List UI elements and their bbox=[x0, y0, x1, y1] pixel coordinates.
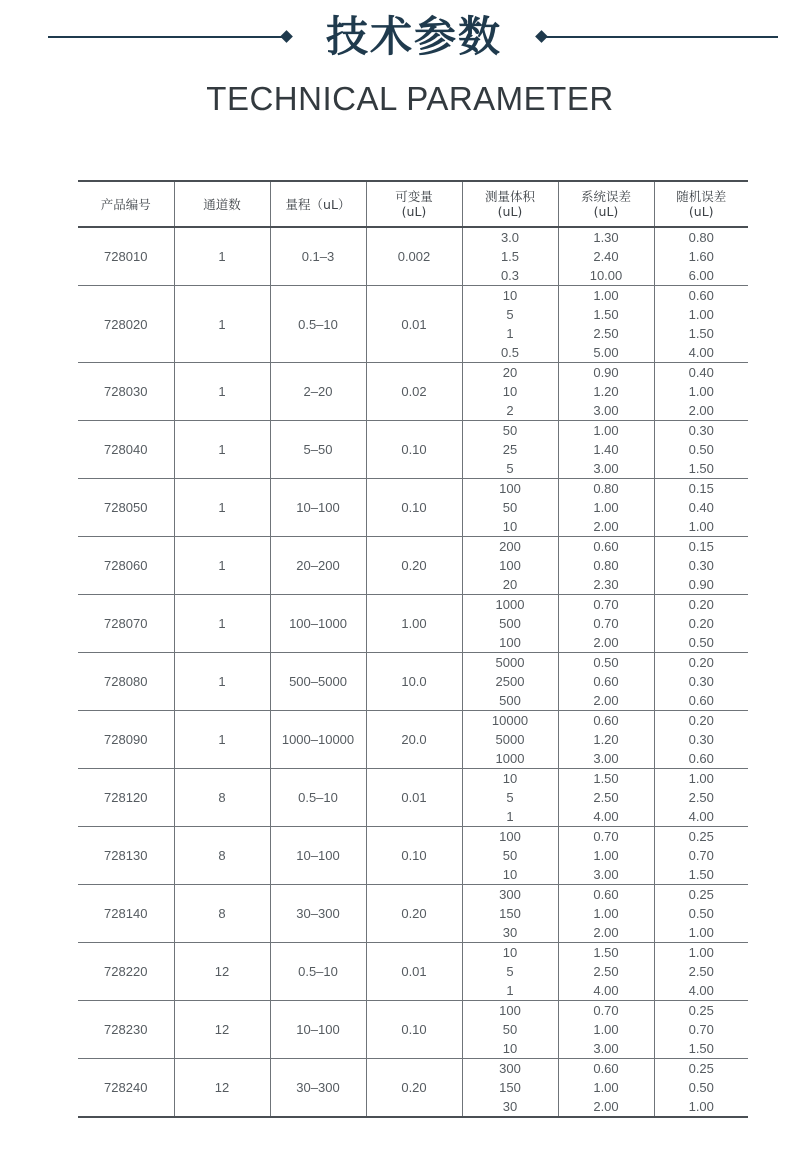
cell-range: 500–5000 bbox=[270, 653, 366, 711]
systematic-error-value: 1.30 bbox=[593, 230, 619, 245]
cell-channels: 1 bbox=[174, 286, 270, 363]
random-error-value: 0.15 bbox=[688, 481, 714, 496]
cell-product-code: 728060 bbox=[78, 537, 174, 595]
cell-product-code: 728130 bbox=[78, 827, 174, 885]
cell-test-volume bbox=[462, 421, 558, 479]
cell-random-error bbox=[654, 286, 748, 363]
systematic-error-value: 1.20 bbox=[593, 732, 619, 747]
cell-channels: 12 bbox=[174, 943, 270, 1001]
systematic-error-value: 0.60 bbox=[593, 713, 619, 728]
systematic-error-value: 0.70 bbox=[593, 829, 619, 844]
page-subtitle: TECHNICAL PARAMETER bbox=[206, 80, 614, 117]
cell-product-code: 728030 bbox=[78, 363, 174, 421]
random-error-value: 0.20 bbox=[688, 616, 714, 631]
random-error-value: 0.15 bbox=[688, 539, 714, 554]
systematic-error-value: 0.90 bbox=[593, 365, 619, 380]
volume-value: 500 bbox=[499, 693, 521, 708]
cell-random-error bbox=[654, 479, 748, 537]
cell-increment: 0.10 bbox=[366, 479, 462, 537]
random-error-value: 0.25 bbox=[688, 829, 714, 844]
volume-value: 5 bbox=[506, 307, 514, 322]
volume-value: 5 bbox=[506, 461, 514, 476]
cell-random-error bbox=[654, 421, 748, 479]
cell-systematic-error bbox=[558, 1059, 654, 1118]
random-error-value: 0.40 bbox=[688, 500, 714, 515]
table-row bbox=[78, 1001, 748, 1059]
volume-value: 0.3 bbox=[500, 268, 520, 283]
volume-value: 1000 bbox=[495, 597, 525, 612]
random-error-value: 0.20 bbox=[688, 597, 714, 612]
volume-value: 10 bbox=[502, 945, 518, 960]
cell-product-code: 728220 bbox=[78, 943, 174, 1001]
cell-test-volume bbox=[462, 885, 558, 943]
table-row bbox=[78, 653, 748, 711]
table-row bbox=[78, 286, 748, 363]
systematic-error-value: 1.20 bbox=[593, 384, 619, 399]
cell-range: 0.5–10 bbox=[270, 286, 366, 363]
random-error-value: 0.20 bbox=[688, 655, 714, 670]
cell-test-volume bbox=[462, 827, 558, 885]
systematic-error-value: 2.00 bbox=[593, 635, 619, 650]
cell-increment: 0.01 bbox=[366, 286, 462, 363]
volume-value: 100 bbox=[499, 829, 521, 844]
cell-range: 0.5–10 bbox=[270, 943, 366, 1001]
cell-systematic-error bbox=[558, 827, 654, 885]
random-error-value: 0.90 bbox=[688, 577, 714, 592]
systematic-error-value: 3.00 bbox=[593, 461, 619, 476]
random-error-value: 1.00 bbox=[688, 519, 714, 534]
systematic-error-value: 5.00 bbox=[593, 345, 619, 360]
cell-systematic-error bbox=[558, 227, 654, 286]
volume-value: 30 bbox=[502, 925, 518, 940]
systematic-error-value: 0.60 bbox=[593, 1061, 619, 1076]
volume-value: 100 bbox=[499, 635, 521, 650]
volume-value: 1 bbox=[506, 983, 514, 998]
cell-test-volume bbox=[462, 1001, 558, 1059]
cell-systematic-error bbox=[558, 711, 654, 769]
cell-systematic-error bbox=[558, 769, 654, 827]
cell-increment: 10.0 bbox=[366, 653, 462, 711]
table-row bbox=[78, 943, 748, 1001]
random-error-value: 1.50 bbox=[688, 867, 714, 882]
random-error-value: 0.60 bbox=[688, 751, 714, 766]
cell-increment: 0.01 bbox=[366, 943, 462, 1001]
random-error-value: 4.00 bbox=[688, 983, 714, 998]
random-error-value: 0.70 bbox=[688, 1022, 714, 1037]
cell-product-code: 728090 bbox=[78, 711, 174, 769]
cell-increment: 0.002 bbox=[366, 227, 462, 286]
random-error-value: 0.30 bbox=[688, 674, 714, 689]
cell-systematic-error bbox=[558, 653, 654, 711]
systematic-error-value: 1.00 bbox=[593, 500, 619, 515]
cell-channels: 1 bbox=[174, 363, 270, 421]
random-error-value: 0.50 bbox=[688, 1080, 714, 1095]
systematic-error-value: 2.00 bbox=[593, 519, 619, 534]
volume-value: 5000 bbox=[495, 655, 525, 670]
systematic-error-value: 2.50 bbox=[593, 790, 619, 805]
cell-range: 30–300 bbox=[270, 885, 366, 943]
cell-increment: 0.02 bbox=[366, 363, 462, 421]
cell-systematic-error bbox=[558, 421, 654, 479]
volume-value: 300 bbox=[499, 887, 521, 902]
random-error-value: 4.00 bbox=[688, 345, 714, 360]
cell-product-code: 728050 bbox=[78, 479, 174, 537]
volume-value: 300 bbox=[499, 1061, 521, 1076]
random-error-value: 1.00 bbox=[688, 771, 714, 786]
random-error-value: 0.80 bbox=[688, 230, 714, 245]
random-error-value: 0.25 bbox=[688, 1061, 714, 1076]
systematic-error-value: 0.60 bbox=[593, 887, 619, 902]
cell-product-code: 728010 bbox=[78, 227, 174, 286]
random-error-value: 0.25 bbox=[688, 1003, 714, 1018]
volume-value: 10 bbox=[502, 1041, 518, 1056]
cell-increment: 0.20 bbox=[366, 885, 462, 943]
volume-value: 1000 bbox=[495, 751, 525, 766]
cell-range: 10–100 bbox=[270, 827, 366, 885]
random-error-value: 1.00 bbox=[688, 1099, 714, 1114]
cell-range: 0.1–3 bbox=[270, 227, 366, 286]
volume-value: 200 bbox=[499, 539, 521, 554]
systematic-error-value: 1.00 bbox=[593, 1022, 619, 1037]
systematic-error-value: 1.50 bbox=[593, 945, 619, 960]
volume-value: 150 bbox=[499, 906, 521, 921]
cell-test-volume bbox=[462, 286, 558, 363]
systematic-error-value: 2.50 bbox=[593, 326, 619, 341]
cell-increment: 0.10 bbox=[366, 421, 462, 479]
table-row bbox=[78, 363, 748, 421]
cell-channels: 1 bbox=[174, 653, 270, 711]
systematic-error-value: 0.70 bbox=[593, 1003, 619, 1018]
systematic-error-value: 1.00 bbox=[593, 906, 619, 921]
volume-value: 2 bbox=[506, 403, 514, 418]
systematic-error-value: 0.60 bbox=[593, 539, 619, 554]
systematic-error-value: 3.00 bbox=[593, 1041, 619, 1056]
cell-test-volume bbox=[462, 363, 558, 421]
cell-test-volume bbox=[462, 711, 558, 769]
cell-random-error bbox=[654, 653, 748, 711]
table-row bbox=[78, 711, 748, 769]
volume-value: 0.5 bbox=[500, 345, 520, 360]
cell-random-error bbox=[654, 885, 748, 943]
volume-value: 10000 bbox=[491, 713, 529, 728]
cell-systematic-error bbox=[558, 1001, 654, 1059]
volume-value: 10 bbox=[502, 288, 518, 303]
systematic-error-value: 4.00 bbox=[593, 809, 619, 824]
cell-random-error bbox=[654, 227, 748, 286]
systematic-error-value: 2.00 bbox=[593, 693, 619, 708]
volume-value: 25 bbox=[502, 442, 518, 457]
cell-channels: 1 bbox=[174, 595, 270, 653]
random-error-value: 0.20 bbox=[688, 713, 714, 728]
random-error-value: 0.30 bbox=[688, 423, 714, 438]
random-error-value: 1.00 bbox=[688, 945, 714, 960]
volume-value: 30 bbox=[502, 1099, 518, 1114]
random-error-value: 0.60 bbox=[688, 288, 714, 303]
volume-value: 50 bbox=[502, 423, 518, 438]
cell-range: 10–100 bbox=[270, 479, 366, 537]
systematic-error-value: 4.00 bbox=[593, 983, 619, 998]
volume-value: 10 bbox=[502, 384, 518, 399]
cell-product-code: 728120 bbox=[78, 769, 174, 827]
cell-range: 1000–10000 bbox=[270, 711, 366, 769]
cell-range: 10–100 bbox=[270, 1001, 366, 1059]
volume-value: 2500 bbox=[495, 674, 525, 689]
systematic-error-value: 0.70 bbox=[593, 597, 619, 612]
header-increment: 可变量 (uL) bbox=[366, 181, 462, 227]
random-error-value: 0.50 bbox=[688, 442, 714, 457]
cell-channels: 8 bbox=[174, 885, 270, 943]
cell-test-volume bbox=[462, 479, 558, 537]
cell-random-error bbox=[654, 537, 748, 595]
volume-value: 100 bbox=[499, 1003, 521, 1018]
volume-value: 50 bbox=[502, 1022, 518, 1037]
cell-random-error bbox=[654, 595, 748, 653]
systematic-error-value: 0.80 bbox=[593, 558, 619, 573]
random-error-value: 6.00 bbox=[688, 268, 714, 283]
parameter-table bbox=[78, 180, 748, 1118]
systematic-error-value: 1.00 bbox=[593, 1080, 619, 1095]
cell-systematic-error bbox=[558, 595, 654, 653]
systematic-error-value: 2.00 bbox=[593, 925, 619, 940]
cell-increment: 0.20 bbox=[366, 537, 462, 595]
cell-random-error bbox=[654, 827, 748, 885]
cell-channels: 12 bbox=[174, 1059, 270, 1118]
cell-increment: 0.10 bbox=[366, 827, 462, 885]
random-error-value: 2.50 bbox=[688, 964, 714, 979]
random-error-value: 0.50 bbox=[688, 906, 714, 921]
cell-random-error bbox=[654, 711, 748, 769]
cell-channels: 1 bbox=[174, 711, 270, 769]
cell-random-error bbox=[654, 1001, 748, 1059]
cell-increment: 20.0 bbox=[366, 711, 462, 769]
systematic-error-value: 2.30 bbox=[593, 577, 619, 592]
table-row bbox=[78, 421, 748, 479]
cell-random-error bbox=[654, 943, 748, 1001]
table-row bbox=[78, 537, 748, 595]
systematic-error-value: 1.50 bbox=[593, 307, 619, 322]
cell-product-code: 728230 bbox=[78, 1001, 174, 1059]
page-title: 技术参数 bbox=[325, 12, 502, 61]
cell-channels: 1 bbox=[174, 421, 270, 479]
title-row bbox=[0, 14, 790, 60]
cell-range: 5–50 bbox=[270, 421, 366, 479]
cell-channels: 12 bbox=[174, 1001, 270, 1059]
cell-test-volume bbox=[462, 227, 558, 286]
cell-test-volume bbox=[462, 537, 558, 595]
systematic-error-value: 2.00 bbox=[593, 1099, 619, 1114]
cell-product-code: 728070 bbox=[78, 595, 174, 653]
systematic-error-value: 0.80 bbox=[593, 481, 619, 496]
cell-product-code: 728140 bbox=[78, 885, 174, 943]
systematic-error-value: 1.00 bbox=[593, 288, 619, 303]
random-error-value: 1.00 bbox=[688, 925, 714, 940]
systematic-error-value: 10.00 bbox=[589, 268, 623, 283]
cell-increment: 0.01 bbox=[366, 769, 462, 827]
random-error-value: 0.70 bbox=[688, 848, 714, 863]
header-test-volume: 测量体积 (uL) bbox=[462, 181, 558, 227]
header-random-error: 随机误差 (uL) bbox=[654, 181, 748, 227]
volume-value: 5 bbox=[506, 790, 514, 805]
systematic-error-value: 2.50 bbox=[593, 964, 619, 979]
header-channels: 通道数 bbox=[174, 181, 270, 227]
cell-range: 0.5–10 bbox=[270, 769, 366, 827]
volume-value: 1.5 bbox=[500, 249, 520, 264]
cell-systematic-error bbox=[558, 537, 654, 595]
random-error-value: 0.30 bbox=[688, 732, 714, 747]
cell-product-code: 728080 bbox=[78, 653, 174, 711]
cell-test-volume bbox=[462, 653, 558, 711]
header-product-code: 产品编号 bbox=[78, 181, 174, 227]
cell-range: 100–1000 bbox=[270, 595, 366, 653]
table-row bbox=[78, 479, 748, 537]
random-error-value: 1.50 bbox=[688, 1041, 714, 1056]
cell-systematic-error bbox=[558, 363, 654, 421]
title-rule-left bbox=[48, 36, 284, 38]
volume-value: 5 bbox=[506, 964, 514, 979]
cell-channels: 1 bbox=[174, 227, 270, 286]
random-error-value: 0.40 bbox=[688, 365, 714, 380]
cell-increment: 0.10 bbox=[366, 1001, 462, 1059]
random-error-value: 2.50 bbox=[688, 790, 714, 805]
cell-test-volume bbox=[462, 595, 558, 653]
cell-product-code: 728040 bbox=[78, 421, 174, 479]
random-error-value: 1.00 bbox=[688, 384, 714, 399]
table-row bbox=[78, 1059, 748, 1118]
volume-value: 5000 bbox=[495, 732, 525, 747]
random-error-value: 1.00 bbox=[688, 307, 714, 322]
volume-value: 100 bbox=[499, 558, 521, 573]
volume-value: 1 bbox=[506, 809, 514, 824]
random-error-value: 0.60 bbox=[688, 693, 714, 708]
cell-test-volume bbox=[462, 769, 558, 827]
cell-channels: 1 bbox=[174, 479, 270, 537]
header-systematic-error: 系统误差 (uL) bbox=[558, 181, 654, 227]
volume-value: 500 bbox=[499, 616, 521, 631]
cell-product-code: 728020 bbox=[78, 286, 174, 363]
cell-increment: 1.00 bbox=[366, 595, 462, 653]
table-row bbox=[78, 227, 748, 286]
random-error-value: 0.25 bbox=[688, 887, 714, 902]
systematic-error-value: 1.50 bbox=[593, 771, 619, 786]
table-body bbox=[78, 227, 748, 1117]
cell-range: 20–200 bbox=[270, 537, 366, 595]
cell-channels: 8 bbox=[174, 769, 270, 827]
volume-value: 20 bbox=[502, 365, 518, 380]
cell-random-error bbox=[654, 1059, 748, 1118]
cell-channels: 8 bbox=[174, 827, 270, 885]
volume-value: 20 bbox=[502, 577, 518, 592]
header-range: 量程（uL） bbox=[270, 181, 366, 227]
cell-test-volume bbox=[462, 943, 558, 1001]
systematic-error-value: 3.00 bbox=[593, 751, 619, 766]
random-error-value: 4.00 bbox=[688, 809, 714, 824]
random-error-value: 0.50 bbox=[688, 635, 714, 650]
volume-value: 10 bbox=[502, 519, 518, 534]
table-header-row bbox=[78, 181, 748, 227]
systematic-error-value: 2.40 bbox=[593, 249, 619, 264]
cell-range: 30–300 bbox=[270, 1059, 366, 1118]
cell-random-error bbox=[654, 363, 748, 421]
cell-test-volume bbox=[462, 1059, 558, 1118]
table-row bbox=[78, 885, 748, 943]
volume-value: 50 bbox=[502, 500, 518, 515]
cell-increment: 0.20 bbox=[366, 1059, 462, 1118]
random-error-value: 1.50 bbox=[688, 326, 714, 341]
volume-value: 10 bbox=[502, 867, 518, 882]
systematic-error-value: 3.00 bbox=[593, 867, 619, 882]
table-row bbox=[78, 595, 748, 653]
title-diamond-left bbox=[280, 30, 293, 43]
title-rule-right bbox=[546, 36, 778, 38]
cell-systematic-error bbox=[558, 885, 654, 943]
cell-systematic-error bbox=[558, 286, 654, 363]
cell-product-code: 728240 bbox=[78, 1059, 174, 1118]
cell-random-error bbox=[654, 769, 748, 827]
cell-channels: 1 bbox=[174, 537, 270, 595]
volume-value: 50 bbox=[502, 848, 518, 863]
table-row bbox=[78, 827, 748, 885]
systematic-error-value: 1.40 bbox=[593, 442, 619, 457]
volume-value: 150 bbox=[499, 1080, 521, 1095]
random-error-value: 2.00 bbox=[688, 403, 714, 418]
table-row bbox=[78, 769, 748, 827]
volume-value: 10 bbox=[502, 771, 518, 786]
systematic-error-value: 1.00 bbox=[593, 423, 619, 438]
systematic-error-value: 3.00 bbox=[593, 403, 619, 418]
cell-systematic-error bbox=[558, 479, 654, 537]
random-error-value: 0.30 bbox=[688, 558, 714, 573]
systematic-error-value: 0.70 bbox=[593, 616, 619, 631]
systematic-error-value: 0.60 bbox=[593, 674, 619, 689]
random-error-value: 1.60 bbox=[688, 249, 714, 264]
random-error-value: 1.50 bbox=[688, 461, 714, 476]
volume-value: 1 bbox=[506, 326, 514, 341]
systematic-error-value: 1.00 bbox=[593, 848, 619, 863]
systematic-error-value: 0.50 bbox=[593, 655, 619, 670]
cell-systematic-error bbox=[558, 943, 654, 1001]
volume-value: 3.0 bbox=[500, 230, 520, 245]
volume-value: 100 bbox=[499, 481, 521, 496]
cell-range: 2–20 bbox=[270, 363, 366, 421]
